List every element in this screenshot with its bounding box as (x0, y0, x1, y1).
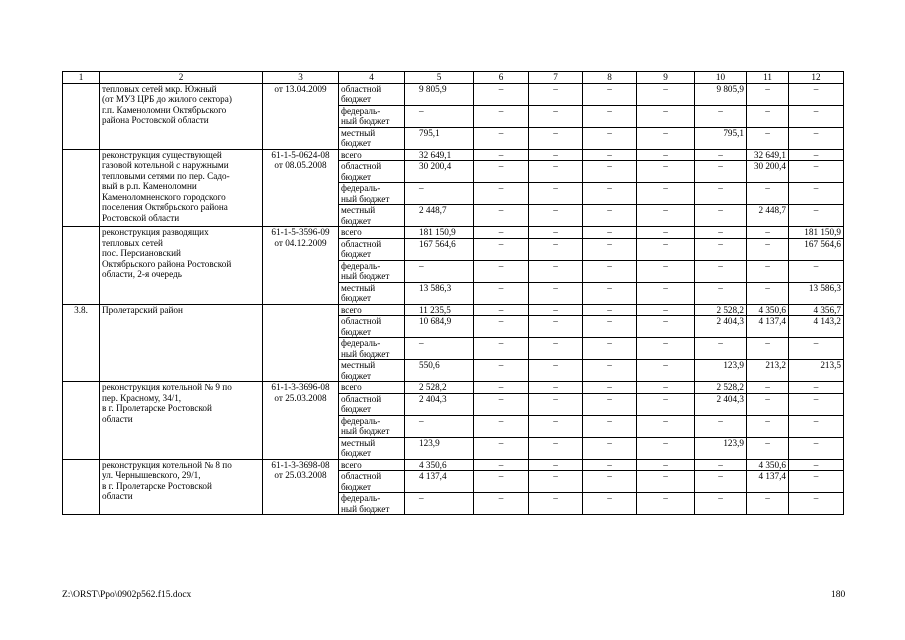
value-cell: – (637, 360, 695, 382)
value-cell: – (474, 83, 529, 105)
value-cell: – (789, 83, 844, 105)
funding-source: местный бюджет (339, 205, 405, 227)
value-cell: – (637, 316, 695, 338)
row-number (63, 149, 100, 227)
value-cell: – (637, 183, 695, 205)
document-ref (263, 304, 339, 382)
value-cell: – (637, 83, 695, 105)
value-cell: – (583, 382, 637, 394)
header-cell: 1 (63, 72, 100, 84)
header-cell: 8 (583, 72, 637, 84)
value-cell: 4 143,2 (789, 316, 844, 338)
funding-source: областной бюджет (339, 161, 405, 183)
table-row (63, 149, 844, 161)
value-cell: – (583, 83, 637, 105)
value-cell: – (747, 493, 789, 515)
value-cell: – (529, 459, 583, 471)
value-cell: – (747, 282, 789, 304)
value-cell: 9 805,9 (695, 83, 747, 105)
value-cell: – (789, 161, 844, 183)
value-cell: – (695, 282, 747, 304)
value-cell: 11 235,5 (405, 304, 474, 316)
footer-file-path: Z:\ORST\Ppo\0902p562.f15.docx (62, 590, 192, 600)
value-cell: 2 448,7 (747, 205, 789, 227)
value-cell: – (405, 105, 474, 127)
value-cell: 2 404,3 (695, 393, 747, 415)
table-row (63, 304, 844, 316)
value-cell: – (637, 260, 695, 282)
object-name: реконструкция котельной № 8 по ул. Чернышевского, 29/1, в г. Пролетарске Ростовской области (100, 459, 263, 515)
value-cell: 9 805,9 (405, 83, 474, 105)
value-cell: – (529, 338, 583, 360)
value-cell: – (474, 437, 529, 459)
value-cell: – (583, 415, 637, 437)
value-cell: – (529, 471, 583, 493)
value-cell: – (474, 183, 529, 205)
funding-source: федераль- ный бюджет (339, 105, 405, 127)
value-cell: – (529, 149, 583, 161)
funding-source: всего (339, 304, 405, 316)
value-cell: – (789, 127, 844, 149)
value-cell: 13 586,3 (405, 282, 474, 304)
value-cell: – (583, 127, 637, 149)
value-cell: – (789, 493, 844, 515)
funding-source: федераль- ный бюджет (339, 260, 405, 282)
table-row (63, 83, 844, 105)
value-cell: 2 528,2 (405, 382, 474, 394)
value-cell: – (583, 437, 637, 459)
value-cell: – (583, 260, 637, 282)
value-cell: – (529, 227, 583, 239)
value-cell: – (789, 183, 844, 205)
value-cell: – (637, 393, 695, 415)
value-cell: – (747, 382, 789, 394)
value-cell: – (529, 415, 583, 437)
value-cell: – (747, 227, 789, 239)
value-cell: – (583, 149, 637, 161)
value-cell: – (405, 415, 474, 437)
value-cell: – (583, 316, 637, 338)
value-cell: – (637, 471, 695, 493)
value-cell: 10 684,9 (405, 316, 474, 338)
object-name: тепловых сетей мкр. Южный (от МУЗ ЦРБ до жилого сектора) г.п. Каменоломни Октябрьского района Ростовской области (100, 83, 263, 149)
value-cell: – (747, 437, 789, 459)
value-cell: 123,9 (695, 360, 747, 382)
value-cell: – (474, 338, 529, 360)
value-cell: 2 404,3 (695, 316, 747, 338)
value-cell: – (747, 238, 789, 260)
funding-source: местный бюджет (339, 437, 405, 459)
value-cell: – (583, 304, 637, 316)
value-cell: – (695, 227, 747, 239)
value-cell: – (695, 205, 747, 227)
value-cell: – (583, 393, 637, 415)
value-cell: 30 200,4 (405, 161, 474, 183)
value-cell: – (529, 304, 583, 316)
value-cell: – (695, 105, 747, 127)
value-cell: 550,6 (405, 360, 474, 382)
header-cell: 5 (405, 72, 474, 84)
funding-source: областной бюджет (339, 238, 405, 260)
value-cell: – (695, 471, 747, 493)
value-cell: – (637, 149, 695, 161)
row-number: 3.8. (63, 304, 100, 382)
value-cell: – (474, 238, 529, 260)
value-cell: – (637, 437, 695, 459)
value-cell: 795,1 (695, 127, 747, 149)
document-ref: 61-1-5-3596-09 от 04.12.2009 (263, 227, 339, 305)
value-cell: 4 356,7 (789, 304, 844, 316)
value-cell: – (529, 127, 583, 149)
value-cell: – (789, 471, 844, 493)
value-cell: – (583, 205, 637, 227)
funding-source: всего (339, 149, 405, 161)
row-number (63, 227, 100, 305)
value-cell: – (474, 316, 529, 338)
value-cell: – (789, 415, 844, 437)
row-number (63, 382, 100, 460)
value-cell: 4 350,6 (747, 459, 789, 471)
value-cell: 4 350,6 (747, 304, 789, 316)
funding-source: всего (339, 227, 405, 239)
funding-source: федераль- ный бюджет (339, 183, 405, 205)
object-name: реконструкция существующей газовой котельной с наружными тепловыми сетями по пер. Садо- вый в р.п. Каменоломни Каменоломненского городского поселения Октябрьского района Ростовской области (100, 149, 263, 227)
value-cell: – (637, 282, 695, 304)
funding-source: федераль- ный бюджет (339, 493, 405, 515)
header-cell: 3 (263, 72, 339, 84)
table-row (63, 382, 844, 394)
value-cell: – (695, 415, 747, 437)
value-cell: – (747, 338, 789, 360)
value-cell: – (583, 105, 637, 127)
value-cell: – (789, 437, 844, 459)
value-cell: – (474, 360, 529, 382)
table-row (63, 459, 844, 471)
value-cell: – (529, 282, 583, 304)
value-cell: 181 150,9 (789, 227, 844, 239)
funding-source: местный бюджет (339, 282, 405, 304)
value-cell: – (637, 382, 695, 394)
value-cell: – (529, 316, 583, 338)
document-ref: 61-1-3-3696-08 от 25.03.2008 (263, 382, 339, 460)
value-cell: – (583, 493, 637, 515)
value-cell: – (695, 238, 747, 260)
header-cell: 12 (789, 72, 844, 84)
row-number (63, 83, 100, 149)
funding-source: местный бюджет (339, 360, 405, 382)
value-cell: – (529, 382, 583, 394)
funding-source: федераль- ный бюджет (339, 338, 405, 360)
value-cell: – (637, 459, 695, 471)
value-cell: – (637, 227, 695, 239)
value-cell: – (405, 260, 474, 282)
value-cell: – (474, 459, 529, 471)
value-cell: – (695, 338, 747, 360)
value-cell: – (529, 83, 583, 105)
value-cell: – (474, 415, 529, 437)
value-cell: 213,5 (789, 360, 844, 382)
value-cell: 795,1 (405, 127, 474, 149)
value-cell: 2 528,2 (695, 382, 747, 394)
value-cell: 167 564,6 (405, 238, 474, 260)
object-name: реконструкция котельной № 9 по пер. Красному, 34/1, в г. Пролетарске Ростовской области (100, 382, 263, 460)
value-cell: – (529, 183, 583, 205)
value-cell: – (695, 149, 747, 161)
value-cell: – (529, 493, 583, 515)
value-cell: – (747, 260, 789, 282)
value-cell: 4 137,4 (747, 471, 789, 493)
value-cell: – (529, 393, 583, 415)
value-cell: 4 350,6 (405, 459, 474, 471)
value-cell: – (637, 304, 695, 316)
value-cell: – (474, 260, 529, 282)
funding-source: областной бюджет (339, 393, 405, 415)
value-cell: – (474, 282, 529, 304)
value-cell: – (474, 393, 529, 415)
value-cell: – (474, 149, 529, 161)
document-ref: 61-1-3-3698-08 от 25.03.2008 (263, 459, 339, 515)
value-cell: – (583, 360, 637, 382)
value-cell: 123,9 (695, 437, 747, 459)
value-cell: – (637, 238, 695, 260)
value-cell: – (789, 260, 844, 282)
value-cell: – (637, 205, 695, 227)
value-cell: – (637, 493, 695, 515)
value-cell: – (695, 183, 747, 205)
value-cell: – (583, 471, 637, 493)
value-cell: – (529, 205, 583, 227)
table-header-row (63, 72, 844, 84)
value-cell: – (474, 382, 529, 394)
value-cell: – (474, 471, 529, 493)
value-cell: 32 649,1 (747, 149, 789, 161)
value-cell: – (474, 205, 529, 227)
value-cell: – (747, 83, 789, 105)
value-cell: – (747, 105, 789, 127)
value-cell: – (529, 437, 583, 459)
value-cell: 30 200,4 (747, 161, 789, 183)
value-cell: – (637, 338, 695, 360)
document-ref: от 13.04.2009 (263, 83, 339, 149)
value-cell: – (747, 415, 789, 437)
value-cell: – (405, 183, 474, 205)
row-number (63, 459, 100, 515)
table-row (63, 227, 844, 239)
value-cell: 167 564,6 (789, 238, 844, 260)
value-cell: – (474, 227, 529, 239)
value-cell: – (474, 493, 529, 515)
value-cell: – (695, 493, 747, 515)
footer-page-number: 180 (831, 590, 846, 600)
funding-source: федераль- ный бюджет (339, 415, 405, 437)
value-cell: 213,2 (747, 360, 789, 382)
header-cell: 6 (474, 72, 529, 84)
value-cell: 2 448,7 (405, 205, 474, 227)
value-cell: – (789, 338, 844, 360)
funding-source: местный бюджет (339, 127, 405, 149)
header-cell: 2 (100, 72, 263, 84)
value-cell: – (583, 227, 637, 239)
value-cell: – (747, 127, 789, 149)
value-cell: – (637, 105, 695, 127)
value-cell: – (583, 338, 637, 360)
header-cell: 10 (695, 72, 747, 84)
value-cell: – (474, 105, 529, 127)
value-cell: – (529, 105, 583, 127)
value-cell: – (583, 183, 637, 205)
value-cell: – (529, 260, 583, 282)
value-cell: – (789, 105, 844, 127)
value-cell: – (789, 149, 844, 161)
funding-source: областной бюджет (339, 316, 405, 338)
header-cell: 4 (339, 72, 405, 84)
value-cell: – (789, 382, 844, 394)
funding-source: областной бюджет (339, 471, 405, 493)
value-cell: 2 528,2 (695, 304, 747, 316)
value-cell: – (474, 127, 529, 149)
funding-source: областной бюджет (339, 83, 405, 105)
value-cell: – (747, 393, 789, 415)
value-cell: – (695, 260, 747, 282)
value-cell: – (789, 205, 844, 227)
value-cell: – (529, 161, 583, 183)
value-cell: – (583, 161, 637, 183)
header-cell: 7 (529, 72, 583, 84)
value-cell: – (637, 127, 695, 149)
value-cell: – (474, 304, 529, 316)
value-cell: – (747, 183, 789, 205)
value-cell: 32 649,1 (405, 149, 474, 161)
value-cell: 2 404,3 (405, 393, 474, 415)
value-cell: 123,9 (405, 437, 474, 459)
value-cell: – (583, 459, 637, 471)
value-cell: – (529, 238, 583, 260)
object-name: Пролетарский район (100, 304, 263, 382)
value-cell: 4 137,4 (405, 471, 474, 493)
value-cell: – (583, 238, 637, 260)
value-cell: – (637, 415, 695, 437)
value-cell: – (695, 459, 747, 471)
value-cell: 181 150,9 (405, 227, 474, 239)
value-cell: – (583, 282, 637, 304)
value-cell: – (789, 459, 844, 471)
value-cell: – (529, 360, 583, 382)
value-cell: – (637, 161, 695, 183)
value-cell: – (695, 161, 747, 183)
value-cell: – (474, 161, 529, 183)
document-ref: 61-1-5-0624-08 от 08.05.2008 (263, 149, 339, 227)
value-cell: 13 586,3 (789, 282, 844, 304)
value-cell: – (405, 493, 474, 515)
budget-table (62, 71, 844, 515)
header-cell: 11 (747, 72, 789, 84)
funding-source: всего (339, 459, 405, 471)
funding-source: всего (339, 382, 405, 394)
header-cell: 9 (637, 72, 695, 84)
object-name: реконструкция разводящих тепловых сетей пос. Персиановский Октябрьского района Ростовской области, 2-я очередь (100, 227, 263, 305)
value-cell: – (405, 338, 474, 360)
value-cell: – (789, 393, 844, 415)
value-cell: 4 137,4 (747, 316, 789, 338)
